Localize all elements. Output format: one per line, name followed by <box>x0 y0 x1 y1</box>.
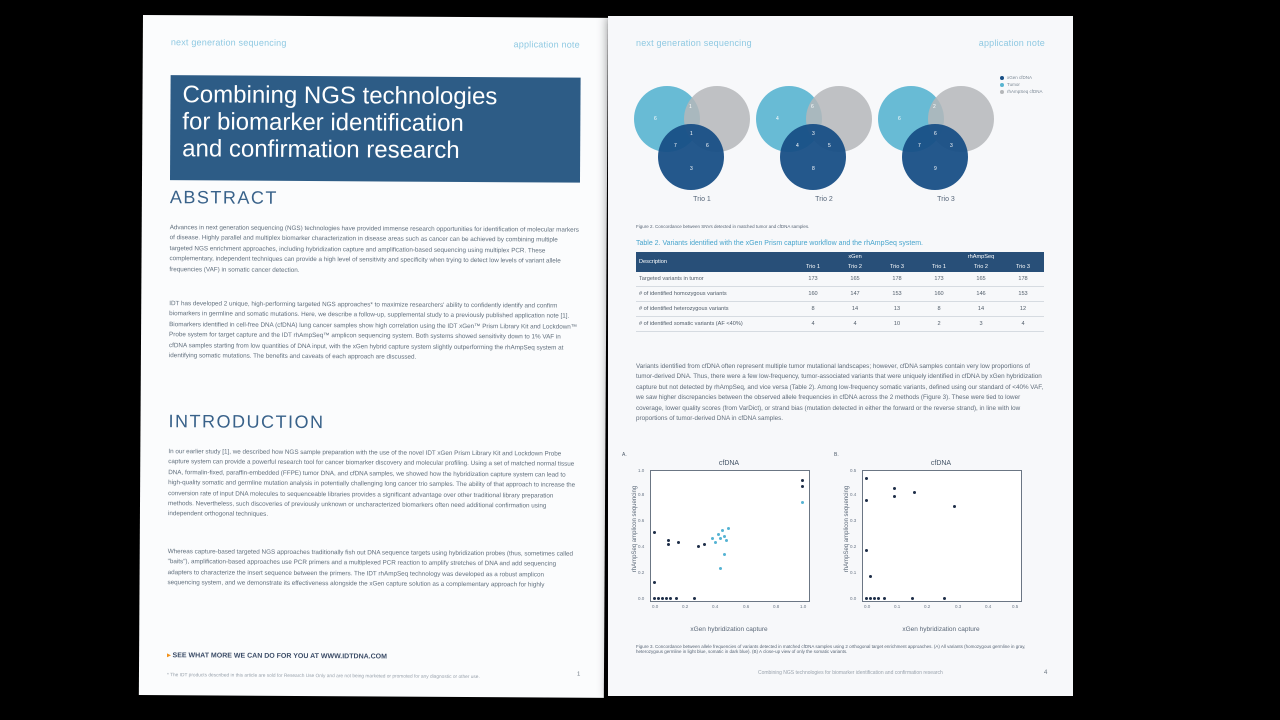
venn-count: 1 <box>689 104 692 110</box>
legend-swatch <box>1000 90 1004 94</box>
data-point <box>893 487 896 490</box>
link-prefix: SEE WHAT MORE WE CAN DO FOR YOU AT <box>172 652 319 661</box>
x-tick: 0.3 <box>955 604 962 609</box>
table-cell: # of identified somatic variants (AF <40%) <box>636 317 792 332</box>
table-cell: # of identified homozygous variants <box>636 287 792 302</box>
data-point <box>703 543 706 546</box>
venn-count: 3 <box>812 131 815 137</box>
table-cell: 153 <box>876 287 918 302</box>
table-cell: 14 <box>960 302 1002 317</box>
data-point <box>667 539 670 542</box>
venn-diagram-trio3 <box>878 76 1008 216</box>
data-point <box>677 541 680 544</box>
table-cell: 3 <box>960 317 1002 332</box>
data-point <box>801 485 804 488</box>
table-cell: 165 <box>960 272 1002 287</box>
plot-title: cfDNA <box>930 460 952 467</box>
data-point <box>657 597 660 600</box>
y-tick: 0.0 <box>638 596 645 601</box>
table-cell: 4 <box>792 317 834 332</box>
y-tick: 0.4 <box>638 544 645 549</box>
data-point <box>653 581 656 584</box>
abstract-heading: ABSTRACT <box>169 187 278 208</box>
legend-item <box>1000 81 1043 88</box>
plot-area <box>862 470 1022 602</box>
table-cell: 173 <box>918 272 960 287</box>
table-subheader: Trio 2 <box>834 262 876 272</box>
table-cell: 14 <box>834 302 876 317</box>
table-cell: 178 <box>1002 272 1044 287</box>
data-point <box>865 597 868 600</box>
x-tick: 0.2 <box>924 604 931 609</box>
arrow-icon: ▸ <box>167 652 173 660</box>
legend-swatch <box>1000 76 1004 80</box>
figure-2-caption: Figure 2. Concordance between SNVs detected in matched tumor and cfDNA samples. <box>636 224 810 229</box>
y-tick: 0.1 <box>850 570 857 575</box>
data-point <box>801 479 804 482</box>
data-point <box>865 499 868 502</box>
title-banner <box>170 75 581 183</box>
website-link[interactable] <box>167 651 387 660</box>
variants-table <box>636 252 1044 332</box>
running-header-right: application note <box>513 39 580 50</box>
table-cell: 146 <box>960 287 1002 302</box>
title-line: and confirmation research <box>182 135 460 164</box>
table-cell: 160 <box>918 287 960 302</box>
x-tick: 0.5 <box>1012 604 1019 609</box>
left-page <box>139 15 608 698</box>
x-tick: 0.1 <box>894 604 901 609</box>
venn-count: 3 <box>690 166 693 172</box>
title-line: Combining NGS technologies <box>182 81 498 111</box>
legend-item <box>1000 74 1043 81</box>
page-number: 1 <box>576 671 581 678</box>
link-url[interactable]: WWW.IDTDNA.COM <box>320 653 387 661</box>
data-point <box>869 597 872 600</box>
data-point <box>717 533 720 536</box>
table-subheader: Trio 2 <box>960 262 1002 272</box>
x-tick: 0.6 <box>743 604 750 609</box>
y-tick: 0.4 <box>850 492 857 497</box>
introduction-paragraph: Whereas capture-based targeted NGS approaches traditionally fish out DNA sequence targets using hybridization probes (thus, sometimes called "baits"), amplification-based approaches use PCR primers and a multiplexed PCR reaction to amplify stretches of DNA and add sequencing adapters to characterize the insert sequence between the primers. The IDT rhAmpSeq technology was developed as a robust amplicon sequencing system, and we demonstrate its effectiveness alongside the xGen capture solution as a complementary approach for highly <box>167 548 574 589</box>
table-header-group: rhAmpSeq <box>918 252 1044 262</box>
table-cell: 165 <box>834 272 876 287</box>
y-tick: 0.8 <box>638 492 645 497</box>
data-point <box>719 537 722 540</box>
table-cell: 178 <box>876 272 918 287</box>
venn-count: 4 <box>796 143 799 149</box>
y-axis-label: rhAmpSeq amplicon sequencing <box>632 485 638 573</box>
table-cell: Targeted variants in tumor <box>636 272 792 287</box>
data-point <box>723 553 726 556</box>
figure-3-caption: Figure 3. Concordance between allele frequencies of variants detected in matched cfDNA samples using 2 orthogonal target enrichment approaches. (A) All variants (homozygous germline in gray, heterozygous germline in light blue, somatic in dark blue). (B) A close-up view of only the somatic variants. <box>636 644 1026 654</box>
venn-count: 7 <box>674 143 677 149</box>
table-cell: # of identified heterozygous variants <box>636 302 792 317</box>
data-point <box>693 597 696 600</box>
data-point <box>714 541 717 544</box>
y-tick: 1.0 <box>638 468 645 473</box>
x-tick: 0.0 <box>864 604 871 609</box>
x-tick: 0.0 <box>652 604 659 609</box>
abstract-paragraph: Advances in next generation sequencing (NGS) technologies have provided immense research opportunities for identification of molecular markers of disease. Highly parallel and multiplex biomarker characterization in disease areas such as cancer can be achieved by combining multiple targeted NGS enrichment approaches, including hybridization capture and amplification-based sequencing using multiplex PCR. These complementary, independent techniques can provide a high level of sensitivity and specificity when trying to detect low levels of variant allele frequencies (VAF) in somatic cancer detection. <box>169 224 579 274</box>
table-cell: 147 <box>834 287 876 302</box>
venn-count: 6 <box>811 104 814 110</box>
x-tick: 0.4 <box>985 604 992 609</box>
table-cell: 2 <box>918 317 960 332</box>
y-tick: 0.2 <box>850 544 857 549</box>
venn-label: Trio 2 <box>815 196 833 203</box>
legend-label: Tumor <box>1007 82 1020 87</box>
scatter-plot-a <box>622 452 812 633</box>
data-point <box>893 495 896 498</box>
footer-text: Combining NGS technologies for biomarker identification and confirmation research <box>758 670 943 676</box>
y-tick: 0.0 <box>850 596 857 601</box>
introduction-heading: INTRODUCTION <box>168 411 325 433</box>
venn-count: 7 <box>918 143 921 149</box>
table-row <box>636 317 1044 332</box>
venn-count: 8 <box>812 166 815 172</box>
data-point <box>669 597 672 600</box>
table-cell: 13 <box>876 302 918 317</box>
data-point <box>883 597 886 600</box>
data-point <box>911 597 914 600</box>
legend-item <box>1000 88 1043 95</box>
venn-count: 9 <box>934 166 937 172</box>
table-cell: 12 <box>1002 302 1044 317</box>
table-cell: 173 <box>792 272 834 287</box>
right-page <box>608 16 1073 696</box>
venn-diagram-trio1 <box>634 76 764 216</box>
data-point <box>877 597 880 600</box>
data-point <box>653 597 656 600</box>
venn-diagram-trio2 <box>756 76 886 216</box>
data-point <box>873 597 876 600</box>
data-point <box>697 545 700 548</box>
data-point <box>711 537 714 540</box>
venn-label: Trio 3 <box>937 196 955 203</box>
table-title: Table 2. Variants identified with the xGen Prism capture workflow and the rhAmpSeq system. <box>636 240 924 247</box>
data-point <box>661 597 664 600</box>
data-point <box>727 527 730 530</box>
x-axis-label: xGen hybridization capture <box>690 626 768 633</box>
venn-label: Trio 1 <box>693 196 711 203</box>
venn-count: 1 <box>690 131 693 137</box>
data-point <box>665 597 668 600</box>
table-cell: 8 <box>792 302 834 317</box>
table-cell: 160 <box>792 287 834 302</box>
abstract-paragraph: IDT has developed 2 unique, high-performing targeted NGS approaches* to maximize researchers' ability to confidently identify and confirm biomarkers in germline and somatic mutations. Here, we describe a follow-up, supplemental study to a previously published application note [1]. Biomarkers identified in cell-free DNA (cfDNA) lung cancer samples show high correlation using the IDT xGen™ Prism Library Kit and Lockdown™ Probe system for target capture and the IDT rhAmpSeq™ amplicon sequencing system. Both systems showed sensitivity down to 1% VAF in cfDNA samples starting from low quantities of DNA input, with the xGen hybrid capture system slightly outperforming the rhAmpSeq system at identifying somatic mutations. The benefits and caveats of each approach are discussed. <box>168 300 578 361</box>
page-number: 4 <box>1044 670 1048 676</box>
venn-count: 3 <box>950 143 953 149</box>
venn-count: 6 <box>898 116 901 122</box>
table-row <box>636 302 1044 317</box>
venn-count: 6 <box>706 143 709 149</box>
x-tick: 0.4 <box>712 604 719 609</box>
results-paragraph: Variants identified from cfDNA often represent multiple tumor mutational landscapes; however, cfDNA samples contain very low proportions of tumor-derived DNA. Thus, there were a few low-frequency, tumor-associated variants that were uniquely identified in cfDNA by xGen hybridization capture but not detected by rhAmpSeq, and vice versa (Table 2). Among low-frequency somatic variants, defined using our standard of <40% VAF, we saw higher discrepancies between the observed allele frequencies in cfDNA across the 2 methods (Figure 3). These were tied to lower coverage, lower quality scores (from VarDict), or strand bias (mutation detected in either the forward or the reverse strand), in line with low proportions of tumor-derived DNA in cfDNA samples. <box>636 363 1044 423</box>
table-header-group: xGen <box>792 252 918 262</box>
footnote: * The IDT products described in this article are sold for Research Use Only and are not being marketed or promoted for any diagnostic or other use. <box>166 673 480 681</box>
legend-label: xGen cfDNA <box>1007 75 1033 80</box>
venn-count: 6 <box>934 131 937 137</box>
table-subheader: Trio 3 <box>876 262 918 272</box>
x-tick: 1.0 <box>800 604 807 609</box>
plot-title: cfDNA <box>718 460 740 467</box>
venn-count: 2 <box>933 104 936 110</box>
scatter-plot-b <box>834 452 1024 633</box>
introduction-paragraph: In our earlier study [1], we described how NGS sample preparation with the use of the novel IDT xGen Prism Library Kit and Lockdown Probe capture system can provide a powerful research tool for cancer biomarker discovery and molecular profiling. Using a set of matched normal tissue DNA, formalin-fixed, paraffin-embedded (FFPE) tumor DNA, and cfDNA samples, we showed how the hybridization capture system can lead to high-quality somatic and germline mutation analysis in potentially challenging long cancer trio samples. The ability of that approach to increase the conversion rate of input DNA molecules to sequenceable libraries provides a significant advantage over other traditional library preparation methods. Nevertheless, such discoveries of previously unknown or uncharacterized biomarkers often need additional confirmation using independent orthogonal techniques. <box>167 448 576 519</box>
data-point <box>913 491 916 494</box>
table-cell: 8 <box>918 302 960 317</box>
data-point <box>667 543 670 546</box>
title-line: for biomarker identification <box>182 108 464 137</box>
data-point <box>675 597 678 600</box>
data-point <box>869 575 872 578</box>
table-cell: 10 <box>876 317 918 332</box>
table-row <box>636 287 1044 302</box>
x-tick: 0.2 <box>682 604 689 609</box>
data-point <box>721 529 724 532</box>
legend-label: rhAmpSeq cfDNA <box>1007 89 1043 94</box>
y-tick: 0.6 <box>638 518 645 523</box>
data-point <box>653 531 656 534</box>
panel-label: A. <box>622 452 627 458</box>
plot-area <box>650 470 810 602</box>
venn-count: 4 <box>776 116 779 122</box>
data-point <box>719 567 722 570</box>
y-tick: 0.5 <box>850 468 857 473</box>
panel-label: B. <box>834 452 839 458</box>
data-point <box>723 535 726 538</box>
y-axis-label: rhAmpSeq amplicon sequencing <box>844 485 850 573</box>
data-point <box>801 501 804 504</box>
x-tick: 0.8 <box>773 604 780 609</box>
table-cell: 153 <box>1002 287 1044 302</box>
data-point <box>865 549 868 552</box>
x-axis-label: xGen hybridization capture <box>902 626 980 633</box>
data-point <box>725 539 728 542</box>
y-tick: 0.3 <box>850 518 857 523</box>
running-header-left: next generation sequencing <box>636 38 752 48</box>
data-point <box>953 505 956 508</box>
table-header-description: Description <box>636 252 792 272</box>
table-subheader: Trio 1 <box>918 262 960 272</box>
table-cell: 4 <box>834 317 876 332</box>
table-row <box>636 272 1044 287</box>
table-cell: 4 <box>1002 317 1044 332</box>
venn-count: 5 <box>828 143 831 149</box>
data-point <box>943 597 946 600</box>
table-subheader: Trio 1 <box>792 262 834 272</box>
running-header-right: application note <box>978 38 1045 48</box>
y-tick: 0.2 <box>638 570 645 575</box>
data-point <box>865 477 868 480</box>
table-subheader: Trio 3 <box>1002 262 1044 272</box>
venn-count: 6 <box>654 116 657 122</box>
venn-legend <box>1000 74 1043 95</box>
legend-swatch <box>1000 83 1004 87</box>
running-header-left: next generation sequencing <box>170 37 287 48</box>
